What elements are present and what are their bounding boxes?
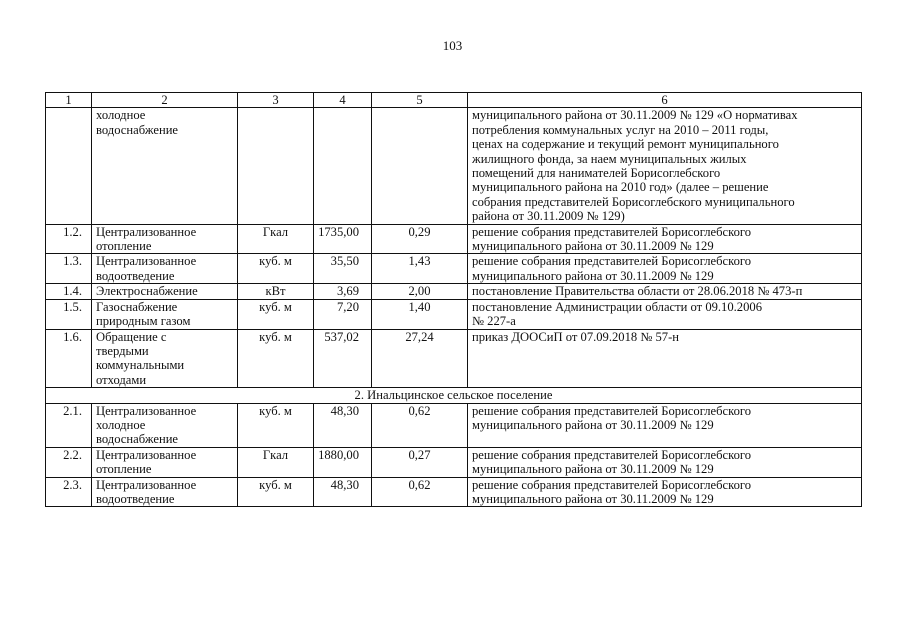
header-cell-5: 5 — [372, 93, 468, 108]
row-code-cell: 1.3. — [46, 254, 92, 284]
name-line: коммунальными — [96, 358, 185, 373]
document-line: муниципального района от 30.11.2009 № 129 — [472, 239, 714, 254]
header-cell-2: 2 — [92, 93, 238, 108]
document-line: решение собрания представителей Борисоглебского — [472, 403, 752, 418]
name-line: водоотведение — [96, 268, 175, 283]
row-name-cell — [92, 329, 238, 388]
name-line: Централизованное — [96, 224, 197, 239]
document-line: потребления коммунальных услуг на 2010 – 2011 годы, — [472, 122, 769, 137]
table-row — [46, 329, 862, 388]
row-unit-cell: куб. м — [238, 403, 314, 447]
header-cell-3: 3 — [238, 93, 314, 108]
name-line: водоотведение — [96, 491, 175, 506]
document-line: ценах на содержание и текущий ремонт муниципального — [472, 137, 779, 152]
row-tariff-cell: 0,27 — [372, 447, 468, 477]
row-document-cell — [468, 403, 862, 447]
row-document-cell — [468, 299, 862, 329]
table-row — [46, 447, 862, 477]
document-line: собрания представителей Борисоглебского муниципального — [472, 194, 795, 209]
row-unit-cell: куб. м — [238, 299, 314, 329]
row-tariff-cell: 0,62 — [372, 477, 468, 507]
row-tariff-cell: 0,29 — [372, 224, 468, 254]
document-line: решение собрания представителей Борисоглебского — [472, 477, 752, 492]
row-unit-cell — [238, 108, 314, 224]
continuation-row — [46, 108, 862, 224]
document-line: помещений для нанимателей Борисоглебского — [472, 166, 721, 181]
name-line: Централизованное — [96, 254, 197, 269]
row-tariff-cell — [372, 108, 468, 224]
name-line: водоснабжение — [96, 432, 179, 447]
document-line: района от 30.11.2009 № 129) — [472, 209, 625, 224]
row-document-cell — [468, 224, 862, 254]
row-code-cell: 1.6. — [46, 329, 92, 388]
row-unit-cell: Гкал — [238, 224, 314, 254]
name-line: отходами — [96, 372, 147, 387]
row-name-cell — [92, 108, 238, 224]
row-volume-cell — [314, 108, 372, 224]
row-name-cell — [92, 254, 238, 284]
row-name-cell — [92, 477, 238, 507]
name-line: холодное — [96, 108, 146, 123]
row-code-cell: 2.1. — [46, 403, 92, 447]
name-line: отопление — [96, 239, 152, 254]
name-line: Обращение с — [96, 329, 167, 344]
header-cell-4: 4 — [314, 93, 372, 108]
document-line: № 227-а — [472, 314, 516, 329]
row-code-cell: 1.5. — [46, 299, 92, 329]
row-code-cell: 1.4. — [46, 284, 92, 299]
row-tariff-cell: 1,43 — [372, 254, 468, 284]
document-line: постановление Администрации области от 09.10.2006 — [472, 299, 762, 314]
table-row — [46, 299, 862, 329]
header-cell-6: 6 — [468, 93, 862, 108]
row-name-cell — [92, 299, 238, 329]
tariff-table — [45, 92, 862, 507]
table-row — [46, 254, 862, 284]
row-code-cell: 2.2. — [46, 447, 92, 477]
document-line: муниципального района от 30.11.2009 № 129 «О нормативах — [472, 108, 798, 123]
row-unit-cell: куб. м — [238, 329, 314, 388]
row-volume-cell: 1735,00 — [314, 224, 372, 254]
page-number: 103 — [442, 38, 463, 53]
row-unit-cell: Гкал — [238, 447, 314, 477]
row-document-cell — [468, 284, 862, 299]
name-line: Газоснабжение — [96, 299, 178, 314]
header-row — [46, 93, 862, 108]
name-line: холодное — [96, 417, 146, 432]
name-line: природным газом — [96, 314, 191, 329]
name-line: отопление — [96, 462, 152, 477]
row-unit-cell: куб. м — [238, 477, 314, 507]
row-volume-cell: 537,02 — [314, 329, 372, 388]
row-name-cell — [92, 403, 238, 447]
table-row — [46, 284, 862, 299]
name-line: Централизованное — [96, 403, 197, 418]
table-row — [46, 403, 862, 447]
row-name-cell — [92, 284, 238, 299]
row-tariff-cell: 0,62 — [372, 403, 468, 447]
document-line: решение собрания представителей Борисоглебского — [472, 447, 752, 462]
row-name-cell — [92, 447, 238, 477]
document-line: постановление Правительства области от 28.06.2018 № 473-п — [472, 284, 803, 299]
name-line: Централизованное — [96, 447, 197, 462]
row-document-cell — [468, 329, 862, 388]
section-row — [46, 388, 862, 403]
row-tariff-cell: 27,24 — [372, 329, 468, 388]
row-document-cell — [468, 447, 862, 477]
document-line: приказ ДООСиП от 07.09.2018 № 57-н — [472, 329, 680, 344]
document-line: муниципального района от 30.11.2009 № 129 — [472, 462, 714, 477]
name-line: водоснабжение — [96, 122, 179, 137]
row-unit-cell: куб. м — [238, 254, 314, 284]
name-line: Электроснабжение — [96, 284, 198, 299]
table-row — [46, 477, 862, 507]
row-unit-cell: кВт — [238, 284, 314, 299]
header-cell-1: 1 — [46, 93, 92, 108]
name-line: твердыми — [96, 343, 149, 358]
row-volume-cell: 1880,00 — [314, 447, 372, 477]
row-code-cell: 2.3. — [46, 477, 92, 507]
row-volume-cell: 3,69 — [314, 284, 372, 299]
row-name-cell — [92, 224, 238, 254]
document-line: муниципального района на 2010 год» (далее – решение — [472, 180, 769, 195]
row-tariff-cell: 2,00 — [372, 284, 468, 299]
document-line: жилищного фонда, за наем муниципальных жилых — [472, 151, 747, 166]
row-document-cell — [468, 477, 862, 507]
row-document-cell — [468, 254, 862, 284]
document-line: решение собрания представителей Борисоглебского — [472, 224, 752, 239]
row-tariff-cell: 1,40 — [372, 299, 468, 329]
section-title: 2. Инальцинское сельское поселение — [46, 388, 862, 403]
row-volume-cell: 7,20 — [314, 299, 372, 329]
row-code-cell — [46, 108, 92, 224]
row-code-cell: 1.2. — [46, 224, 92, 254]
document-line: муниципального района от 30.11.2009 № 129 — [472, 268, 714, 283]
row-volume-cell: 48,30 — [314, 403, 372, 447]
row-document-cell — [468, 108, 862, 224]
document-line: решение собрания представителей Борисоглебского — [472, 254, 752, 269]
document-line: муниципального района от 30.11.2009 № 129 — [472, 491, 714, 506]
table-row — [46, 224, 862, 254]
document-line: муниципального района от 30.11.2009 № 129 — [472, 417, 714, 432]
row-volume-cell: 35,50 — [314, 254, 372, 284]
name-line: Централизованное — [96, 477, 197, 492]
table-body — [46, 93, 862, 507]
row-volume-cell: 48,30 — [314, 477, 372, 507]
